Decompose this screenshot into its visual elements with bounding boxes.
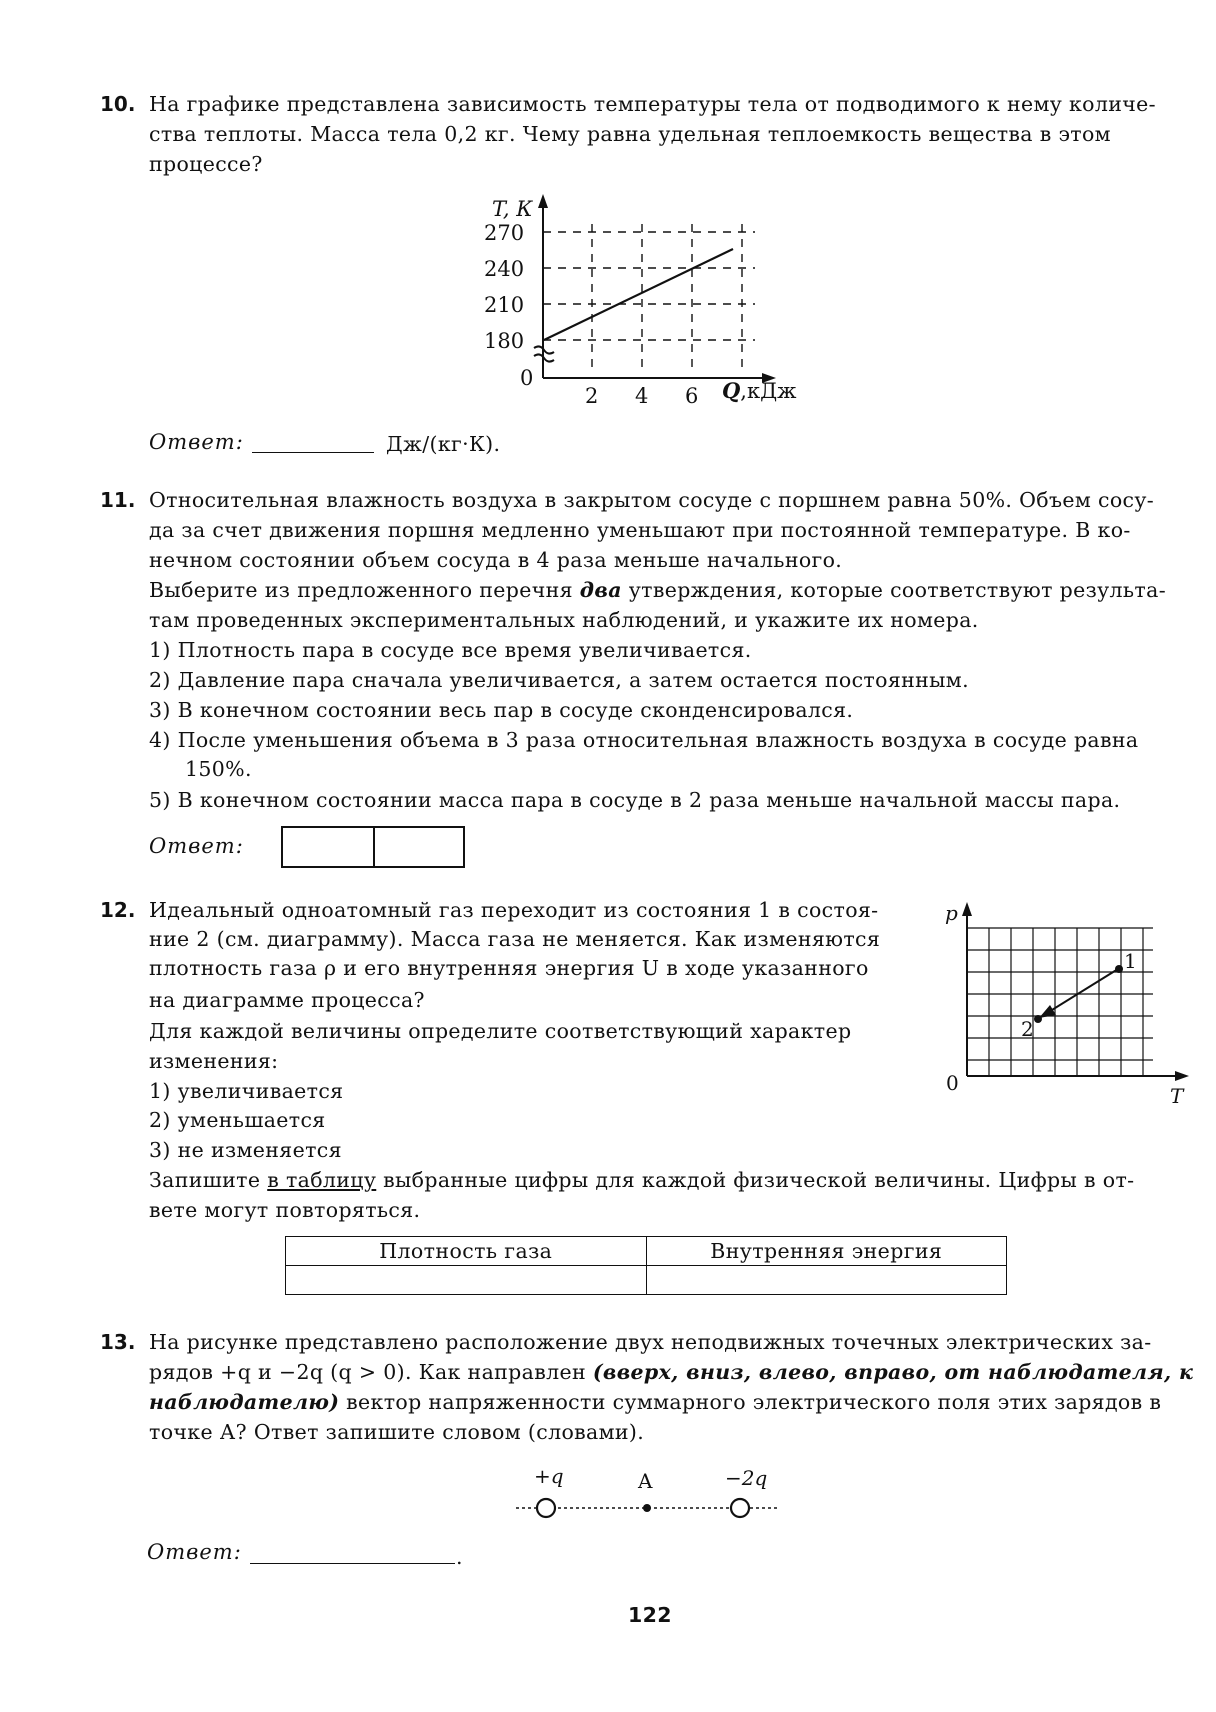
table-header-internal-energy: Внутренняя энергия [646,1237,1007,1266]
q10-answer-unit: Дж/(кг·К). [386,432,501,456]
q12-option-3: 3) не изменяется [149,1138,342,1162]
table-answer-internal-energy[interactable] [646,1266,1007,1295]
charge-minus-2q [731,1499,749,1517]
q11-intro-line-1: Относительная влажность воздуха в закрытом сосуде с поршнем равна 50%. Объем сосу- [149,488,1155,512]
x-tick-4: 4 [635,384,649,408]
t-axis-label: T [1170,1084,1184,1108]
q12-text-line-3: плотность газа ρ и его внутренняя энергия U в ходе указанного [149,956,869,980]
q13-text-line-1: На рисунке представлено расположение двух неподвижных точечных электрических за- [149,1330,1152,1354]
q10-temperature-graph [470,188,830,414]
q11-answer-cell-1[interactable] [281,826,375,868]
charge-minus-2q-label: −2q [725,1466,768,1490]
state-1-label: 1 [1124,949,1137,973]
q11-option-4: 4) После уменьшения объема в 3 раза относительная влажность воздуха в сосуде равна [149,728,1139,752]
q10-text-line-1: На графике представлена зависимость температуры тела от подводимого к нему количе- [149,92,1156,116]
page-number: 122 [628,1603,672,1627]
point-a [643,1504,651,1512]
p-axis-label: p [945,901,958,925]
x-axis-label: Q,кДж [722,378,797,403]
q11-option-5: 5) В конечном состоянии масса пара в сосуде в 2 раза меньше начальной массы пара. [149,788,1121,812]
q10-answer-field[interactable] [252,452,374,453]
q11-intro-line-2: да за счет движения поршня медленно уменьшают при постоянной температуре. В ко- [149,518,1131,542]
y-tick-270: 270 [484,221,525,245]
q11-option-3: 3) В конечном состоянии весь пар в сосуде сконденсировался. [149,698,854,722]
q11-answer-label: Ответ: [149,834,244,858]
q10-text-line-3: процессе? [149,152,263,176]
q13-charges-figure [510,1462,790,1524]
q13-answer-end: . [456,1545,463,1569]
q13-number: 13. [100,1330,136,1354]
q12-text-line-6: изменения: [149,1049,279,1073]
q12-underlined-phrase: в таблицу [267,1168,377,1192]
q10-text-line-2: ства теплоты. Масса тела 0,2 кг. Чему равна удельная теплоемкость вещества в этом [149,122,1111,146]
q11-emphasis-two: два [579,578,622,602]
y-tick-210: 210 [484,293,525,317]
q13-answer-label: Ответ: [147,1540,242,1564]
q12-text-line-1: Идеальный одноатомный газ переходит из состояния 1 в состоя- [149,898,879,922]
q11-intro-line-3: нечном состоянии объем сосуда в 4 раза меньше начального. [149,548,843,572]
point-a-label: A [638,1469,653,1493]
q10-number: 10. [100,92,136,116]
state-1-point [1115,965,1123,973]
q13-text-line-4: точке А? Ответ запишите словом (словами). [149,1420,645,1444]
table-header-density: Плотность газа [286,1237,647,1266]
state-2-label: 2 [1021,1017,1034,1041]
x-tick-6: 6 [685,384,699,408]
q10-answer-label: Ответ: [149,430,244,454]
q13-text-line-2: рядов +q и −2q (q > 0). Как направлен (вверх, вниз, влево, вправо, от наблюдателя, к [149,1360,1194,1384]
q11-number: 11. [100,488,136,512]
q12-text-line-2: ние 2 (см. диаграмму). Масса газа не меняется. Как изменяются [149,927,881,951]
q11-instruction-line-2: там проведенных экспериментальных наблюдений, и укажите их номера. [149,608,979,632]
q11-option-1: 1) Плотность пара в сосуде все время увеличивается. [149,638,752,662]
origin-label: 0 [520,366,534,390]
data-series-line [544,249,733,340]
p-axis-arrow [962,902,972,916]
y-tick-240: 240 [484,257,525,281]
q11-option-2: 2) Давление пара сначала увеличивается, а затем остается постоянным. [149,668,969,692]
q12-final-line-2: вете могут повторяться. [149,1198,421,1222]
x-tick-2: 2 [585,384,599,408]
q12-option-2: 2) уменьшается [149,1108,326,1132]
y-axis-label: T, К [492,197,533,221]
y-axis-arrow [538,194,548,208]
q13-answer-field[interactable] [250,1563,455,1564]
q12-answer-table [285,1236,1007,1295]
origin-label: 0 [946,1071,959,1095]
q12-text-line-5: Для каждой величины определите соответствующий характер [149,1019,852,1043]
y-tick-180: 180 [484,329,525,353]
q12-option-1: 1) увеличивается [149,1079,344,1103]
q13-text-line-3: наблюдателю) вектор напряженности суммарного электрического поля этих зарядов в [149,1390,1162,1414]
q11-answer-cell-2[interactable] [371,826,465,868]
t-axis-arrow [1175,1071,1189,1081]
table-answer-density[interactable] [286,1266,647,1295]
state-2-point [1034,1015,1042,1023]
q12-number: 12. [100,898,136,922]
q11-instruction-line-1: Выберите из предложенного перечня два утверждения, которые соответствуют результа- [149,578,1166,602]
charge-plus-q [537,1499,555,1517]
q12-final-line-1: Запишите в таблицу выбранные цифры для каждой физической величины. Цифры в от- [149,1168,1135,1192]
q12-pt-diagram [935,898,1200,1108]
q12-text-line-4: на диаграмме процесса? [149,988,425,1012]
charge-plus-q-label: +q [534,1464,564,1488]
q11-option-4-cont: 150%. [185,757,252,781]
